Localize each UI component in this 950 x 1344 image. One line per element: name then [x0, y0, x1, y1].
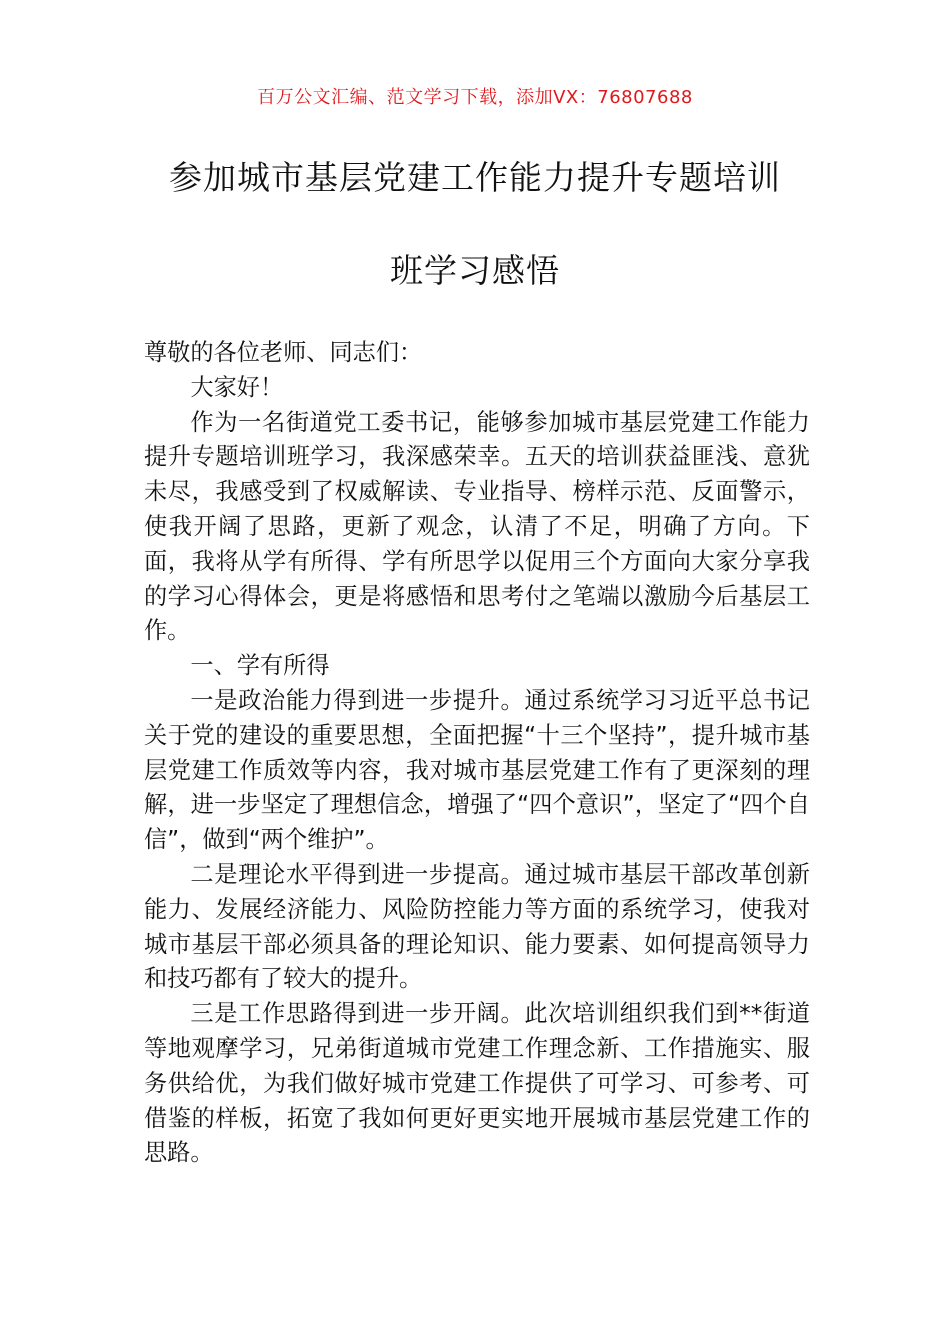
paragraph-intro: 作为一名街道党工委书记，能够参加城市基层党建工作能力提升专题培训班学习，我深感荣幸。五天的培训获益匪浅、意犹未尽，我感受到了权威解读、专业指导、榜样示范、反面警示，使我开阔了思路，更新了观念，认清了不足，明确了方向。下面，我将从学有所得、学有所思学以促用三个方面向大家分享我的学习心得体会，更是将感悟和思考付之笔端以激励今后基层工作。 [144, 408, 810, 645]
document-body [144, 336, 810, 1171]
greeting: 大家好！ [190, 373, 284, 401]
paragraph-political: 一是政治能力得到进一步提升。通过系统学习习近平总书记关于党的建设的重要思想，全面把握“十三个坚持”，提升城市基层党建工作质效等内容，我对城市基层党建工作有了更深刻的理解，进一步坚定了理想信念，增强了“四个意识”，坚定了“四个自信”，做到“两个维护”。 [144, 686, 810, 854]
document-title-line-2: 班学习感悟 [390, 251, 560, 290]
paragraph-theory: 二是理论水平得到进一步提高。通过城市基层干部改革创新能力、发展经济能力、风险防控能力等方面的系统学习，使我对城市基层干部必须具备的理论知识、能力要素、如何提高领导力和技巧都有了较大的提升。 [144, 860, 810, 993]
paragraph-thinking: 三是工作思路得到进一步开阔。此次培训组织我们到**街道等地观摩学习，兄弟街道城市党建工作理念新、工作措施实、服务供给优，为我们做好城市党建工作提供了可学习、可参考、可借鉴的样板，拓宽了我如何更好更实地开展城市基层党建工作的思路。 [144, 1000, 810, 1167]
document-title-line-1: 参加城市基层党建工作能力提升专题培训 [169, 158, 781, 197]
salutation: 尊敬的各位老师、同志们： [144, 339, 423, 366]
section-heading: 一、学有所得 [190, 652, 330, 680]
header-note: 百万公文汇编、范文学习下载，添加VX：76807688 [257, 87, 693, 108]
